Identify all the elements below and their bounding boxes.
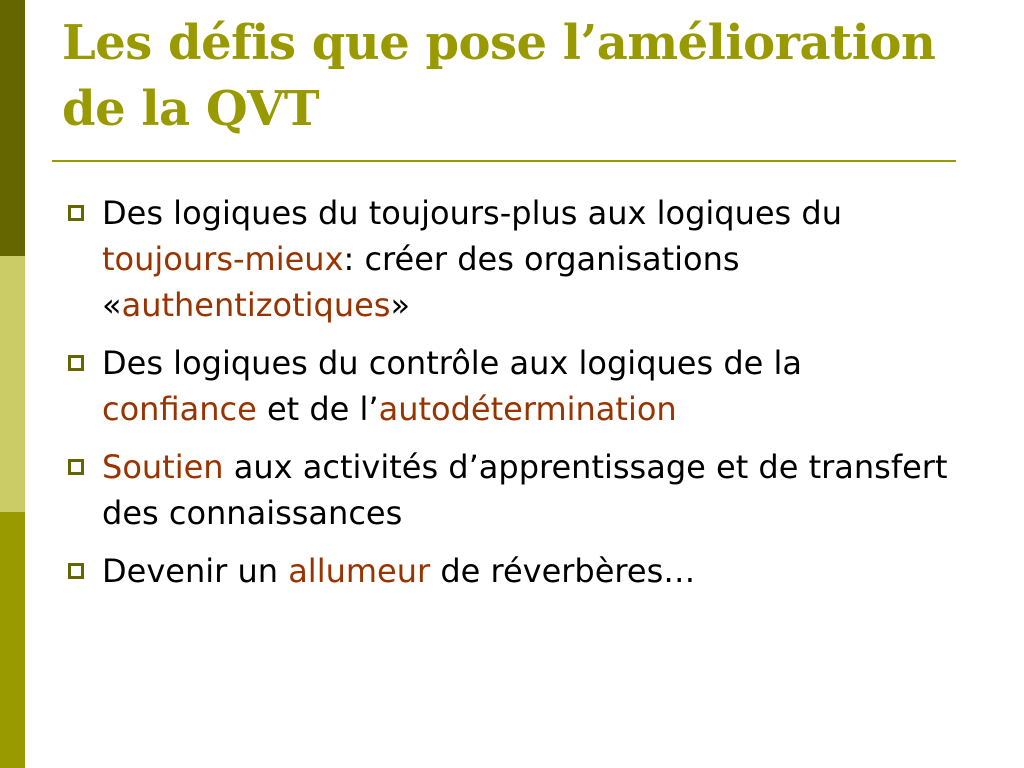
bullet-item <box>62 444 962 536</box>
square-bullet-icon <box>68 205 84 221</box>
slide-title-line-1: Les défis que pose l’amélioration <box>62 15 936 71</box>
bullet-text: Devenir un <box>102 552 289 590</box>
square-bullet-icon <box>68 355 84 371</box>
bullet-highlight-text: Soutien <box>102 448 224 486</box>
side-bar-mid-segment <box>0 512 25 768</box>
bullet-text: Des logiques du toujours-plus aux logiques du <box>102 194 842 232</box>
side-bar-light-segment <box>0 256 25 512</box>
side-bar-dark-segment <box>0 0 25 256</box>
bullet-text: » <box>390 286 411 324</box>
bullet-highlight-text: allumeur <box>288 552 431 590</box>
bullet-item <box>62 190 962 328</box>
slide-title-line-2: de la QVT <box>62 81 320 137</box>
bullet-list <box>62 190 962 606</box>
bullet-text: Des logiques du contrôle aux logiques de la <box>102 344 802 382</box>
square-bullet-icon <box>68 563 84 579</box>
bullet-highlight-text: toujours-mieux <box>102 240 344 278</box>
square-bullet-icon <box>68 459 84 475</box>
bullet-text: et de l’ <box>256 390 379 428</box>
bullet-item <box>62 340 962 432</box>
bullet-highlight-text: autodétermination <box>378 390 677 428</box>
bullet-text: aux activités d’apprentissage et de transfert des connaissances <box>102 448 948 532</box>
bullet-text: : créer des organisations « <box>102 240 740 324</box>
slide-title <box>62 10 982 142</box>
bullet-text: de réverbères… <box>430 552 696 590</box>
bullet-highlight-text: authentizotiques <box>121 286 391 324</box>
bullet-item <box>62 548 962 594</box>
bullet-highlight-text: confiance <box>102 390 257 428</box>
title-underline-rule <box>52 160 956 162</box>
